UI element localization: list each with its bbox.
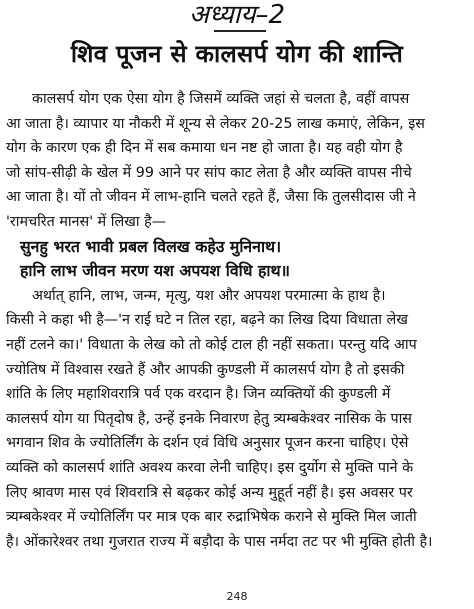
text-line: नहीं टलने का।' विधाता के लेख को तो कोई टाल ही नहीं सकता। परन्तु यदि आप	[6, 336, 417, 353]
text-line: भगवान शिव के ज्योतिर्लिंग के दर्शन एवं विधि अनुसार पूजन करना चाहिए। ऐसे	[6, 435, 409, 452]
text-line: अर्थात् हानि, लाभ, जन्म, मृत्यु, यश और अपयश परमात्मा के हाथ है।	[32, 287, 386, 304]
chapter-title: शिव पूजन से कालसर्प योग की शान्ति	[70, 40, 404, 68]
text-line: त्र्यम्बकेश्वर में ज्योतिर्लिंग पर मात्र एक बार रुद्राभिषेक कराने से मुक्ति मिल जाती	[6, 509, 417, 526]
chapter-heading: अध्याय–2	[188, 0, 286, 30]
text-line: 'रामचरित मानस' में लिखा है—	[6, 213, 166, 230]
text-line: शांति के लिए महाशिवरात्रि पर्व एक वरदान है। जिन व्यक्तियों की कुण्डली में	[6, 386, 391, 403]
verse-line: सुनहु भरत भावी प्रबल विलख कहेउ मुनिनाथ।	[20, 236, 282, 256]
text-line: ज्योतिष में विश्वास रखते हैं और आपकी कुण्डली में कालसर्प योग है तो इसकी	[6, 361, 405, 378]
text-line: किसी ने कहा भी है—'न राई घटे न तिल रहा, बढ़ने का लिख दिया विधाता लेख	[6, 312, 408, 329]
text-line: व्यक्ति को कालसर्प शांति अवश्य करवा लेनी चाहिए। इस दुर्योग से मुक्ति पाने के	[6, 459, 414, 476]
text-line: कालसर्प योग एक ऐसा योग है जिसमें व्यक्ति जहां से चलता है, वहीं वापस	[32, 91, 410, 107]
text-line: आ जाता है। व्यापार या नौकरी में शून्य से लेकर 20-25 लाख कमाएं, लेकिन, इस	[6, 115, 425, 132]
text-line: है। ओंकारेश्वर तथा गुजरात राज्य में बड़ौदा के पास नर्मदा तट पर भी मुक्ति होती है।	[6, 533, 433, 550]
page-number: 248	[226, 590, 248, 603]
text-line: लिए श्रावण मास एवं शिवरात्रि से बढ़कर कोई अन्य मुहूर्त नहीं है। इस अवसर पर	[6, 484, 413, 501]
text-line: योग के कारण एक ही दिन में सब कमाया धन नष्ट हो जाता है। यह वही योग है	[6, 140, 403, 157]
chapter-underline	[214, 30, 266, 32]
text-line: जो सांप-सीढ़ी के खेल में 99 आने पर सांप काट लेता है और व्यक्ति वापस नीचे	[6, 164, 412, 181]
text-line: कालसर्प योग या पितृदोष है, उन्हें इनके निवारण हेतु त्र्यम्बकेश्वर नासिक के पास	[6, 410, 412, 427]
verse-line: हानि लाभ जीवन मरण यश अपयश विधि हाथ॥	[20, 261, 291, 281]
body-text	[6, 87, 468, 554]
text-line: आ जाता है। यों तो जीवन में लाभ-हानि चलते रहते हैं, जैसा कि तुलसीदास जी ने	[6, 189, 416, 206]
